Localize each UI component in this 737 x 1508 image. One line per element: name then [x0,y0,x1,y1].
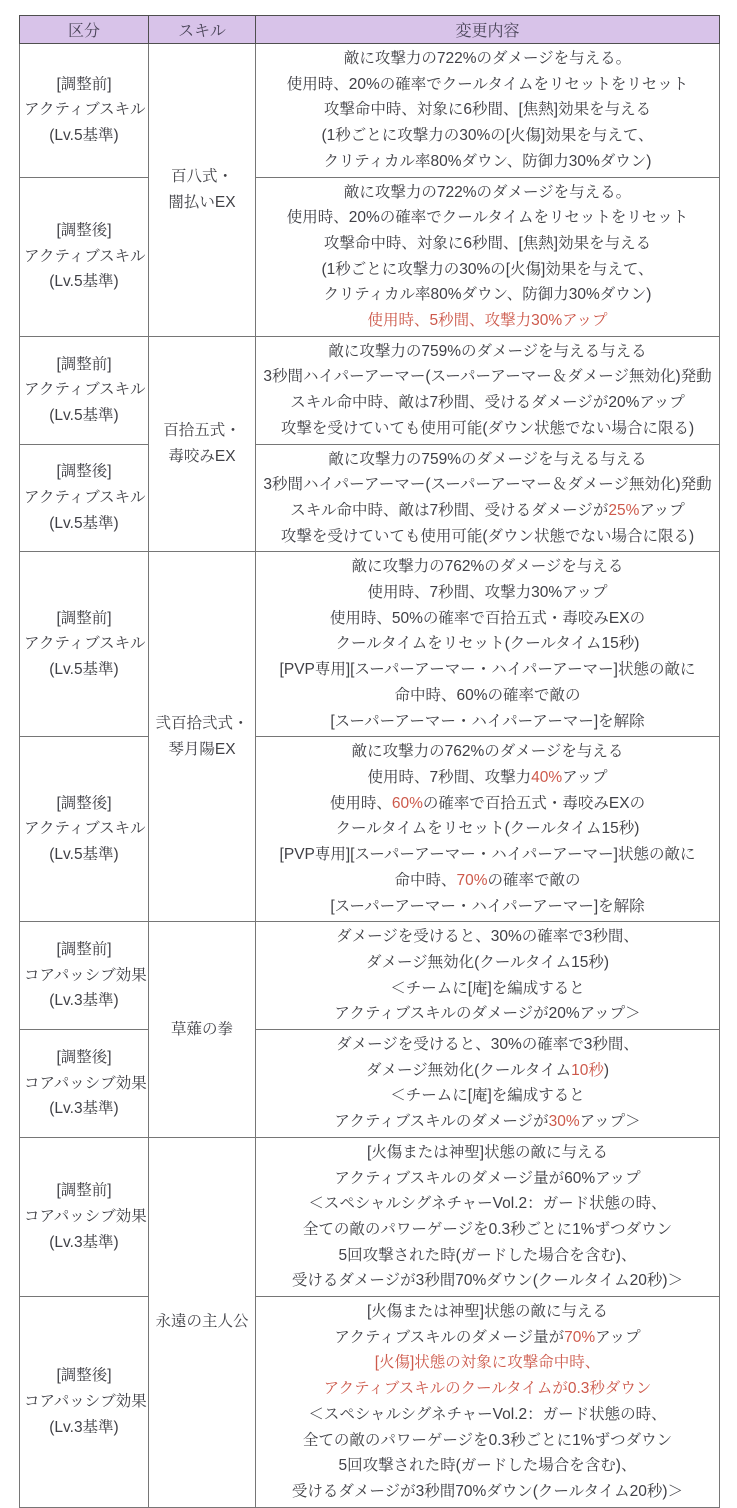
changed-value: 10秒 [571,1061,604,1079]
table-row [20,1137,720,1296]
skill-cell [149,336,256,552]
table-row [20,737,720,922]
table-row [20,177,720,336]
changed-value: 使用時、5秒間、攻撃力30%アップ [367,312,608,330]
text-segment: ダメージを受けると、30%の確率で3秒間、 [336,1036,639,1054]
category-cell [20,1297,149,1508]
change-line [260,791,715,817]
change-line [260,1217,715,1243]
text-segment: ダメージ無効化(クールタイム15秒) [365,953,609,971]
text-segment: 使用時、20%の確率でクールタイムをリセットをリセット [286,209,689,227]
patch-notes-page [19,15,719,1508]
category-line: コアパッシブ効果 [24,1074,147,1092]
change-details-cell [256,44,720,178]
category-line: コアパッシブ効果 [24,966,147,984]
change-line [260,231,715,257]
text-segment: 全ての敵のパワーゲージを0.3秒ごとに1%ずつダウン [302,1431,673,1449]
text-segment: 全ての敵のパワーゲージを0.3秒ごとに1%ずつダウン [302,1220,673,1238]
change-line [260,180,715,206]
category-line: (Lv.3基準) [49,1418,119,1436]
category-line: [調整前] [56,941,112,959]
text-segment: 攻撃を受けていても使用可能(ダウン状態でない場合に限る) [280,527,695,545]
category-line: アクティブスキル [24,101,146,119]
change-line [260,765,715,791]
change-line [260,46,715,72]
category-line: [調整前] [56,355,112,373]
change-line [260,1109,715,1135]
table-row [20,922,720,1030]
text-segment: [PVP専用][スーパーアーマー・ハイパーアーマー]状態の敵に [279,661,696,679]
change-line [260,1191,715,1217]
header-skill: スキル [149,16,256,44]
category-line: [調整前] [56,609,112,627]
text-segment: ダメージを受けると、30%の確率で3秒間、 [336,928,639,946]
text-segment: 受けるダメージが3秒間70%ダウン(クールタイム20秒)＞ [291,1272,684,1290]
header-change-details: 変更内容 [256,16,720,44]
category-line: (Lv.5基準) [49,661,119,679]
change-details-cell [256,552,720,737]
change-line [260,308,715,334]
changed-value: 70% [564,1328,596,1346]
change-details-cell [256,1030,720,1138]
header-category: 区分 [20,16,149,44]
text-segment: 使用時、20%の確率でクールタイムをリセットをリセット [286,75,689,93]
change-line [260,976,715,1002]
category-line: (Lv.3基準) [49,1233,119,1251]
change-line [260,1166,715,1192]
change-line [260,1299,715,1325]
text-segment: 使用時、7秒間、攻撃力30%アップ [367,584,608,602]
change-line [260,149,715,175]
skill-cell [149,922,256,1138]
category-cell [20,444,149,552]
change-line [260,97,715,123]
text-segment: アクティブスキルのダメージ量が60%アップ [334,1169,641,1187]
category-line: [調整前] [56,1182,112,1200]
change-line [260,1268,715,1294]
text-segment: アップ [562,768,608,786]
change-line [260,472,715,498]
text-segment: [PVP専用][スーパーアーマー・ハイパーアーマー]状態の敵に [279,846,696,864]
text-segment: ダメージ無効化(クールタイム [365,1061,572,1079]
change-details-cell [256,1297,720,1508]
change-line [260,842,715,868]
category-cell [20,922,149,1030]
category-line: (Lv.5基準) [49,846,119,864]
skill-name-line: 琴月陽EX [168,740,236,758]
text-segment: 敵に攻撃力の762%のダメージを与える [351,558,624,576]
change-line [260,498,715,524]
table-row [20,1297,720,1508]
text-segment: スキル命中時、敵は7秒間、受けるダメージが20%アップ [290,394,685,412]
table-row [20,444,720,552]
change-line [260,1428,715,1454]
change-line [260,364,715,390]
category-cell [20,1030,149,1138]
change-line [260,868,715,894]
text-segment: ＜スペシャルシグネチャーVol.2：ガード状態の時、 [308,1405,667,1423]
category-line: コアパッシブ効果 [24,1393,147,1410]
change-line [260,390,715,416]
category-line: アクティブスキル [24,381,146,399]
change-line [260,123,715,149]
text-segment: スキル命中時、敵は7秒間、受けるダメージが [290,501,609,519]
category-line: アクティブスキル [24,635,146,653]
skill-name-line: 毒咬みEX [168,448,236,466]
category-line: (Lv.5基準) [49,406,119,424]
header-row [20,16,720,44]
text-segment: [火傷または神聖]状態の敵に与える [366,1143,609,1161]
change-line [260,606,715,632]
change-line [260,1479,715,1505]
change-line [260,894,715,920]
change-line [260,282,715,308]
text-segment: (1秒ごとに攻撃力の30%の[火傷]効果を与えて、 [321,260,654,278]
category-line: (Lv.3基準) [49,1100,119,1118]
category-line: (Lv.5基準) [49,514,119,532]
category-cell [20,336,149,444]
text-segment: アクティブスキルのダメージが20%アップ＞ [334,1005,641,1023]
category-cell [20,44,149,178]
change-line [260,554,715,580]
change-line [260,1083,715,1109]
text-segment: 命中時、60%の確率で敵の [394,686,581,704]
text-segment: [スーパーアーマー・ハイパーアーマー]を解除 [330,897,645,915]
change-details-cell [256,737,720,922]
changed-value: 40% [531,768,563,786]
change-line [260,447,715,473]
skill-name-line: 闇払いEX [168,193,236,211]
change-line [260,683,715,709]
text-segment: ＜チームに[庵]を編成すると [390,979,585,997]
category-line: [調整後] [56,1367,112,1385]
text-segment: アクティブスキルのダメージ量が [334,1328,565,1346]
text-segment: 3秒間ハイパーアーマー(スーパーアーマー＆ダメージ無効化)発動 [263,368,712,386]
change-line [260,524,715,550]
table-body [20,44,720,1508]
text-segment: ＜スペシャルシグネチャーVol.2：ガード状態の時、 [308,1195,667,1213]
text-segment: 受けるダメージが3秒間70%ダウン(クールタイム20秒)＞ [291,1482,684,1500]
text-segment: ＜チームに[庵]を編成すると [390,1087,585,1105]
text-segment: [火傷または神聖]状態の敵に与える [366,1303,609,1321]
changed-value: [火傷]状態の対象に攻撃命中時、 [374,1354,601,1372]
text-segment: 敵に攻撃力の759%のダメージを与える与える [328,450,647,468]
change-details-cell [256,1137,720,1296]
skill-cell [149,44,256,337]
category-line: アクティブスキル [24,247,146,265]
text-segment: の確率で百拾五式・毒咬みEXの [422,794,646,812]
table-row [20,336,720,444]
text-segment: クールタイムをリセット(クールタイム15秒) [335,635,640,653]
change-line [260,1032,715,1058]
change-details-cell [256,336,720,444]
change-line [260,205,715,231]
text-segment: 使用時、50%の確率で百拾五式・毒咬みEXの [329,609,646,627]
text-segment: 敵に攻撃力の762%のダメージを与える [351,743,624,761]
table-row [20,44,720,178]
text-segment: 敵に攻撃力の722%のダメージを与える。 [343,50,632,67]
changed-value: アクティブスキルのクールタイムが0.3秒ダウン [323,1380,652,1398]
change-line [260,416,715,442]
change-line [260,709,715,735]
changed-value: 25% [608,501,640,519]
text-segment: アップ＞ [579,1113,641,1131]
change-line [260,657,715,683]
category-line: コアパッシブ効果 [24,1208,147,1226]
text-segment: 攻撃命中時、対象に6秒間、[焦熱]効果を与える [323,234,652,252]
category-line: アクティブスキル [24,820,146,838]
change-line [260,339,715,365]
change-line [260,924,715,950]
text-segment: 攻撃命中時、対象に6秒間、[焦熱]効果を与える [323,101,652,119]
change-line [260,580,715,606]
category-line: (Lv.5基準) [49,127,119,145]
text-segment: クリティカル率80%ダウン、防御力30%ダウン) [323,152,652,170]
text-segment: ) [603,1061,610,1079]
text-segment: 使用時、 [329,794,392,812]
category-cell [20,1137,149,1296]
text-segment: 攻撃を受けていても使用可能(ダウン状態でない場合に限る) [280,419,695,437]
skill-cell [149,1137,256,1507]
change-line [260,1243,715,1269]
text-segment: 命中時、 [394,871,457,889]
skill-name-line: 百拾五式・ [163,422,241,440]
change-details-cell [256,177,720,336]
skill-name-line: 百八式・ [170,168,233,186]
table-row [20,1030,720,1138]
text-segment: 5回攻撃された時(ガードした場合を含む)、 [338,1246,637,1264]
skill-cell [149,552,256,922]
text-segment: アクティブスキルのダメージが [334,1113,549,1131]
table-row [20,552,720,737]
change-line [260,1001,715,1027]
change-line [260,816,715,842]
change-line [260,1376,715,1402]
change-line [260,950,715,976]
category-line: (Lv.5基準) [49,273,119,291]
changed-value: 30% [548,1113,580,1131]
skill-adjustment-table [19,15,720,1508]
text-segment: 5回攻撃された時(ガードした場合を含む)、 [338,1457,637,1475]
change-line [260,72,715,98]
text-segment: (1秒ごとに攻撃力の30%の[火傷]効果を与えて、 [321,127,654,145]
change-line [260,1453,715,1479]
skill-name-line: 草薙の拳 [170,1020,233,1038]
category-cell [20,552,149,737]
text-segment: クリティカル率80%ダウン、防御力30%ダウン) [323,286,652,304]
change-line [260,1325,715,1351]
category-cell [20,177,149,336]
change-line [260,1140,715,1166]
category-line: [調整後] [56,463,112,481]
change-details-cell [256,922,720,1030]
change-line [260,739,715,765]
category-line: [調整後] [56,222,112,240]
skill-name-line: 弐百拾弐式・ [155,715,249,733]
text-segment: アップ [595,1328,641,1346]
change-line [260,631,715,657]
text-segment: 敵に攻撃力の722%のダメージを与える。 [343,183,632,201]
category-line: [調整後] [56,1048,112,1066]
text-segment: クールタイムをリセット(クールタイム15秒) [335,820,640,838]
change-line [260,1402,715,1428]
change-line [260,1350,715,1376]
category-cell [20,737,149,922]
skill-name-line: 永遠の主人公 [155,1313,249,1331]
text-segment: アップ [639,501,685,519]
text-segment: 使用時、7秒間、攻撃力 [367,768,532,786]
change-details-cell [256,444,720,552]
category-line: (Lv.3基準) [49,992,119,1010]
text-segment: の確率で敵の [487,871,581,889]
text-segment: 3秒間ハイパーアーマー(スーパーアーマー＆ダメージ無効化)発動 [263,476,712,494]
change-line [260,257,715,283]
change-line [260,1058,715,1084]
category-line: アクティブスキル [24,489,146,507]
text-segment: 敵に攻撃力の759%のダメージを与える与える [328,342,647,360]
category-line: [調整前] [56,75,112,93]
changed-value: 60% [391,794,423,812]
category-line: [調整後] [56,794,112,812]
text-segment: [スーパーアーマー・ハイパーアーマー]を解除 [330,712,645,730]
changed-value: 70% [456,871,488,889]
